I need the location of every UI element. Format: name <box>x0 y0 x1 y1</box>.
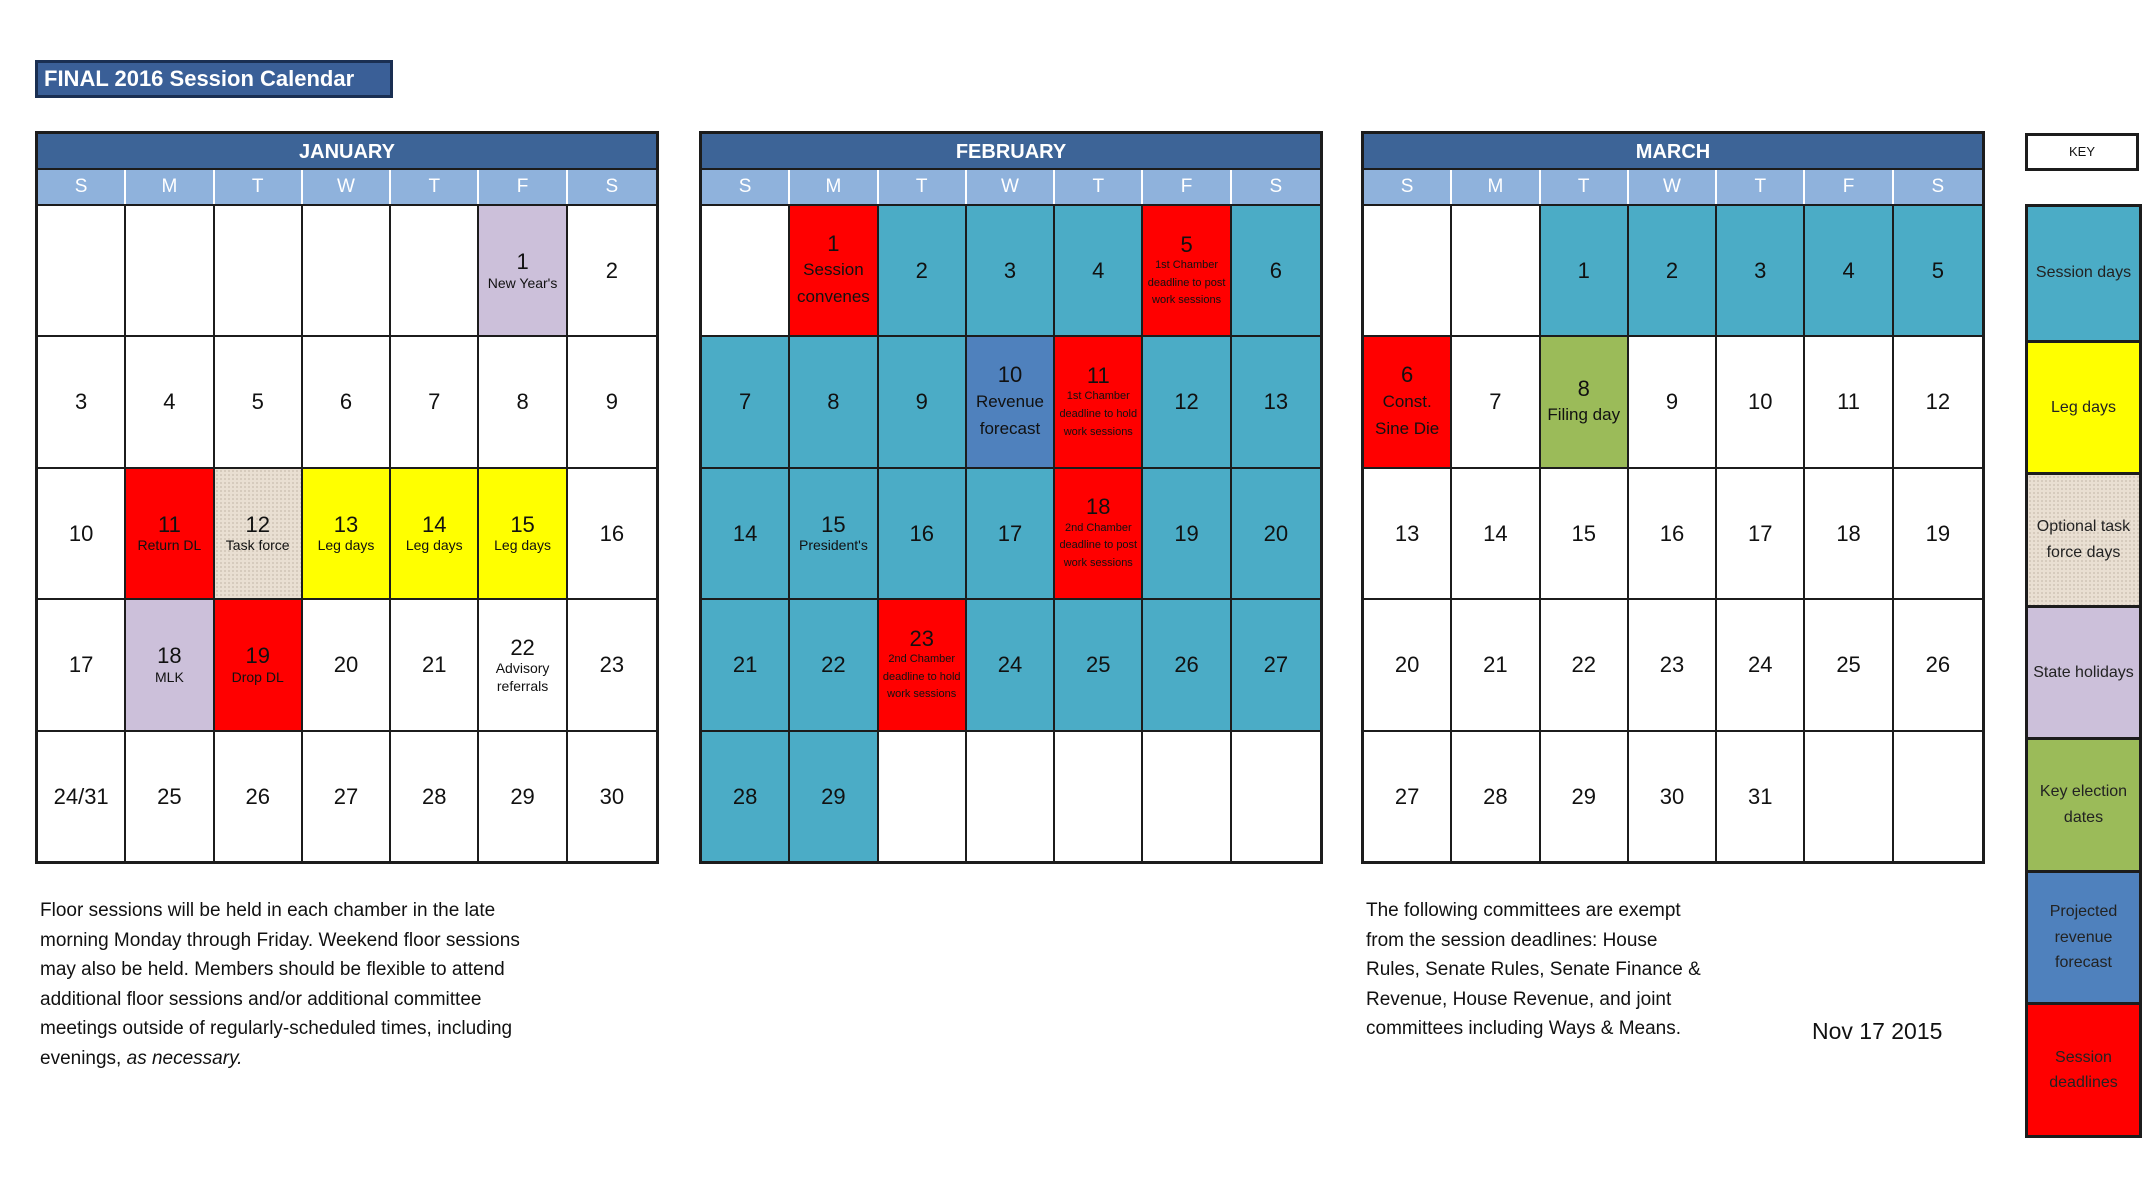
day-cell <box>479 730 567 861</box>
floor-note-text: Floor sessions will be held in each chamber in the late morning Monday through Friday. Weekend floor sessions may also be held. Members should be flexible to attend additional floor sessions and/or additional committee meetings outside of regularly-scheduled times, including evenings, <box>40 900 520 1069</box>
day-number: 12 <box>1174 389 1199 415</box>
day-number: 2 <box>1665 258 1679 284</box>
calendar-february <box>699 131 1323 864</box>
day-cell <box>1894 467 1982 598</box>
day-number: 13 <box>1394 520 1420 546</box>
day-cell <box>1717 335 1805 466</box>
day-number: 26 <box>245 783 270 809</box>
day-cell <box>1452 467 1540 598</box>
day-cell <box>1894 730 1982 861</box>
day-cell <box>1629 335 1717 466</box>
day-cell <box>790 730 878 861</box>
day-number: 9 <box>915 389 928 415</box>
day-number: 27 <box>1394 783 1420 809</box>
calendar-january <box>35 131 659 864</box>
day-cell <box>879 467 967 598</box>
day-number: 6 <box>1401 362 1414 388</box>
key-item: Projected revenue forecast <box>2028 870 2139 1003</box>
weekday-label: T <box>215 170 303 204</box>
day-cell <box>391 730 479 861</box>
day-number: 2 <box>915 258 928 284</box>
key-item: Key election dates <box>2028 737 2139 870</box>
weekday-label: F <box>479 170 567 204</box>
day-cell <box>1629 730 1717 861</box>
weekday-label: W <box>1629 170 1717 204</box>
day-cell <box>967 335 1055 466</box>
day-number: 1 <box>516 249 529 275</box>
day-cell <box>1055 335 1143 466</box>
day-number: 30 <box>1659 783 1685 809</box>
day-number: 7 <box>739 389 752 415</box>
day-cell <box>391 467 479 598</box>
key-title: KEY <box>2025 133 2139 171</box>
day-number: 10 <box>68 520 94 546</box>
day-number: 3 <box>1003 258 1017 284</box>
day-number: 22 <box>510 634 535 660</box>
day-cell <box>1143 335 1231 466</box>
day-cell <box>702 204 790 335</box>
day-cell <box>303 598 391 729</box>
day-cell <box>702 335 790 466</box>
day-event-label: Filing day <box>1547 405 1621 425</box>
day-number: 31 <box>1748 783 1773 809</box>
day-number: 8 <box>516 389 529 415</box>
day-cell <box>1717 467 1805 598</box>
day-cell <box>303 467 391 598</box>
day-number: 19 <box>1174 520 1199 546</box>
day-number: 9 <box>605 389 618 415</box>
weekday-label: T <box>879 170 967 204</box>
weekday-label: W <box>967 170 1055 204</box>
key-item: Session days <box>2028 207 2139 340</box>
day-number: 22 <box>821 652 846 678</box>
key-item: Session deadlines <box>2028 1002 2139 1135</box>
day-number: 26 <box>1925 652 1951 678</box>
day-number: 25 <box>1836 652 1861 678</box>
weekday-label: T <box>391 170 479 204</box>
day-number: 23 <box>599 652 625 678</box>
day-number: 3 <box>75 389 88 415</box>
day-cell <box>1143 598 1231 729</box>
day-number: 7 <box>428 389 441 415</box>
day-cell <box>1232 204 1320 335</box>
day-cell <box>126 204 214 335</box>
day-cell <box>790 467 878 598</box>
day-cell <box>1364 204 1452 335</box>
day-number: 29 <box>1571 783 1596 809</box>
day-number: 13 <box>333 512 359 538</box>
weekday-label: T <box>1055 170 1143 204</box>
exempt-committees-note: The following committees are exempt from the session deadlines: House Rules, Senate Rules, Senate Finance & Revenue, House Revenue, and joint committees including Ways & Means. <box>1366 900 1701 1039</box>
day-number: 27 <box>333 783 359 809</box>
page-title: FINAL 2016 Session Calendar <box>35 60 393 98</box>
day-grid <box>702 204 1320 861</box>
day-cell <box>1541 204 1629 335</box>
day-number: 25 <box>157 783 182 809</box>
day-cell <box>1805 730 1893 861</box>
day-cell <box>391 204 479 335</box>
day-cell <box>1055 204 1143 335</box>
day-cell <box>1452 335 1540 466</box>
day-event-label: Session convenes <box>797 260 870 307</box>
day-cell <box>479 598 567 729</box>
day-event-label: President's <box>799 537 868 554</box>
day-cell <box>38 467 126 598</box>
day-number: 16 <box>599 520 625 546</box>
day-cell <box>1805 204 1893 335</box>
day-cell <box>1805 467 1893 598</box>
day-number: 6 <box>1269 258 1282 284</box>
day-cell <box>879 730 967 861</box>
day-number: 19 <box>245 643 270 669</box>
day-number: 17 <box>1748 520 1773 546</box>
day-cell <box>391 335 479 466</box>
day-number: 15 <box>821 512 846 538</box>
day-cell <box>1541 467 1629 598</box>
day-cell <box>1364 730 1452 861</box>
day-cell <box>126 730 214 861</box>
day-grid <box>1364 204 1982 861</box>
day-cell <box>215 730 303 861</box>
day-cell <box>1232 335 1320 466</box>
day-event-label: MLK <box>155 668 184 685</box>
day-event-label: Const. Sine Die <box>1375 391 1440 438</box>
day-cell <box>303 730 391 861</box>
floor-note-emphasis: as necessary. <box>126 1047 243 1069</box>
day-event-label: Leg days <box>405 537 463 554</box>
day-cell <box>215 598 303 729</box>
day-cell <box>790 204 878 335</box>
day-cell <box>1143 204 1231 335</box>
day-number: 4 <box>1092 258 1105 284</box>
day-cell <box>215 335 303 466</box>
day-event-label: Leg days <box>494 537 551 554</box>
day-cell <box>479 467 567 598</box>
day-number: 24 <box>1748 652 1773 678</box>
weekday-label: F <box>1143 170 1231 204</box>
weekday-label: S <box>568 170 656 204</box>
day-number: 28 <box>1483 783 1508 809</box>
weekday-label: S <box>702 170 790 204</box>
day-event-label: 1st Chamber deadline to hold work sessions <box>1059 390 1138 438</box>
day-number: 23 <box>909 625 934 651</box>
day-cell <box>879 204 967 335</box>
day-event-label: Advisory referrals <box>495 660 550 694</box>
month-header: MARCH <box>1364 134 1982 170</box>
month-header: JANUARY <box>38 134 656 170</box>
day-number: 29 <box>821 783 846 809</box>
day-number: 21 <box>1483 652 1508 678</box>
day-cell <box>479 204 567 335</box>
weekday-header <box>38 170 656 204</box>
day-cell <box>1055 467 1143 598</box>
day-event-label: New Year's <box>487 274 558 291</box>
day-cell <box>215 204 303 335</box>
day-number: 24 <box>997 652 1023 678</box>
weekday-label: S <box>1232 170 1320 204</box>
day-cell <box>1629 467 1717 598</box>
day-cell <box>1894 204 1982 335</box>
weekday-label: S <box>38 170 126 204</box>
day-number: 2 <box>605 258 618 284</box>
day-number: 8 <box>1577 375 1590 401</box>
weekday-label: W <box>303 170 391 204</box>
day-number: 19 <box>1925 520 1951 546</box>
day-event-label: 2nd Chamber deadline to post work sessions <box>1059 521 1138 569</box>
day-cell <box>1717 598 1805 729</box>
day-number: 20 <box>333 652 359 678</box>
day-number: 12 <box>1925 389 1951 415</box>
day-cell <box>1629 598 1717 729</box>
day-cell <box>1364 598 1452 729</box>
day-cell <box>38 730 126 861</box>
day-cell <box>1452 598 1540 729</box>
day-cell <box>215 467 303 598</box>
day-cell <box>967 730 1055 861</box>
day-number: 24/31 <box>53 783 109 809</box>
day-number: 14 <box>732 520 758 546</box>
day-cell <box>568 730 656 861</box>
day-cell <box>790 598 878 729</box>
day-cell <box>126 335 214 466</box>
weekday-label: M <box>126 170 214 204</box>
day-number: 1 <box>1577 258 1590 284</box>
day-event-label: 1st Chamber deadline to post work sessions <box>1147 258 1226 307</box>
day-cell <box>1894 598 1982 729</box>
day-cell <box>967 204 1055 335</box>
weekday-label: S <box>1894 170 1982 204</box>
day-cell <box>1055 598 1143 729</box>
day-number: 4 <box>1842 258 1855 284</box>
day-cell <box>1541 730 1629 861</box>
day-number: 13 <box>1263 389 1289 415</box>
day-number: 20 <box>1394 652 1420 678</box>
day-cell <box>126 598 214 729</box>
key-item: State holidays <box>2028 605 2139 738</box>
day-cell <box>1717 204 1805 335</box>
day-number: 21 <box>732 652 758 678</box>
day-number: 4 <box>163 389 176 415</box>
day-number: 9 <box>1665 389 1679 415</box>
day-number: 27 <box>1263 652 1289 678</box>
day-cell <box>38 335 126 466</box>
day-number: 14 <box>1483 520 1508 546</box>
day-cell <box>1364 467 1452 598</box>
day-number: 3 <box>1754 258 1767 284</box>
day-cell <box>126 467 214 598</box>
day-number: 11 <box>158 512 181 538</box>
day-cell <box>479 335 567 466</box>
day-number: 26 <box>1174 652 1199 678</box>
day-number: 11 <box>1086 363 1110 389</box>
day-event-label: Revenue forecast <box>975 391 1045 438</box>
day-number: 10 <box>997 362 1023 388</box>
weekday-label: T <box>1541 170 1629 204</box>
day-cell <box>1364 335 1452 466</box>
day-number: 5 <box>1180 231 1193 257</box>
day-event-label: Drop DL <box>231 668 284 685</box>
day-number: 21 <box>422 652 447 678</box>
day-cell <box>1805 598 1893 729</box>
day-cell <box>1143 730 1231 861</box>
color-key <box>2025 204 2142 1138</box>
day-number: 18 <box>1836 520 1861 546</box>
day-cell <box>303 204 391 335</box>
day-cell <box>1055 730 1143 861</box>
revision-date: Nov 17 2015 <box>1812 1018 1943 1044</box>
day-cell <box>1143 467 1231 598</box>
day-number: 18 <box>1086 494 1111 520</box>
day-cell <box>1452 204 1540 335</box>
day-cell <box>568 598 656 729</box>
day-number: 23 <box>1659 652 1685 678</box>
key-item: Leg days <box>2028 340 2139 473</box>
day-cell <box>1629 204 1717 335</box>
day-number: 12 <box>245 512 270 538</box>
weekday-label: F <box>1805 170 1893 204</box>
day-number: 1 <box>827 230 840 256</box>
day-number: 28 <box>422 783 447 809</box>
day-number: 7 <box>1489 389 1502 415</box>
day-number: 16 <box>1659 520 1685 546</box>
day-cell <box>303 335 391 466</box>
day-cell <box>1894 335 1982 466</box>
day-number: 14 <box>422 512 447 538</box>
day-number: 15 <box>1571 520 1596 546</box>
day-number: 5 <box>1931 258 1944 284</box>
day-cell <box>391 598 479 729</box>
day-number: 5 <box>251 389 264 415</box>
day-number: 20 <box>1263 520 1289 546</box>
weekday-label: S <box>1364 170 1452 204</box>
day-cell <box>967 598 1055 729</box>
day-cell <box>1541 598 1629 729</box>
day-number: 17 <box>997 520 1023 546</box>
key-item: Optional task force days <box>2028 472 2139 605</box>
day-event-label: 2nd Chamber deadline to hold work sessions <box>882 653 961 701</box>
day-cell <box>967 467 1055 598</box>
day-cell <box>568 335 656 466</box>
day-number: 16 <box>909 520 934 546</box>
day-number: 29 <box>510 783 535 809</box>
day-event-label: Task force <box>225 537 290 554</box>
weekday-header <box>702 170 1320 204</box>
weekday-label: M <box>790 170 878 204</box>
day-cell <box>1805 335 1893 466</box>
day-event-label: Return DL <box>137 537 202 554</box>
day-cell <box>1452 730 1540 861</box>
day-cell <box>702 730 790 861</box>
day-cell <box>1717 730 1805 861</box>
day-cell <box>702 598 790 729</box>
day-number: 28 <box>732 783 758 809</box>
day-cell <box>1232 467 1320 598</box>
day-number: 11 <box>1837 389 1860 415</box>
weekday-header <box>1364 170 1982 204</box>
weekday-label: T <box>1717 170 1805 204</box>
weekday-label: M <box>1452 170 1540 204</box>
day-number: 18 <box>157 643 182 669</box>
day-number: 15 <box>510 512 535 538</box>
day-grid <box>38 204 656 861</box>
day-number: 25 <box>1086 652 1111 678</box>
day-number: 30 <box>599 783 625 809</box>
day-number: 22 <box>1571 652 1596 678</box>
day-cell <box>38 598 126 729</box>
day-cell <box>38 204 126 335</box>
day-cell <box>568 204 656 335</box>
day-cell <box>1541 335 1629 466</box>
month-header: FEBRUARY <box>702 134 1320 170</box>
day-cell <box>1232 598 1320 729</box>
day-number: 8 <box>827 389 840 415</box>
day-cell <box>879 335 967 466</box>
day-cell <box>568 467 656 598</box>
day-number: 17 <box>68 652 94 678</box>
day-number: 10 <box>1748 389 1773 415</box>
day-cell <box>702 467 790 598</box>
day-cell <box>1232 730 1320 861</box>
day-number: 6 <box>339 389 353 415</box>
calendar-march <box>1361 131 1985 864</box>
day-cell <box>790 335 878 466</box>
day-cell <box>879 598 967 729</box>
day-event-label: Leg days <box>317 537 375 554</box>
floor-sessions-note <box>40 896 560 1073</box>
